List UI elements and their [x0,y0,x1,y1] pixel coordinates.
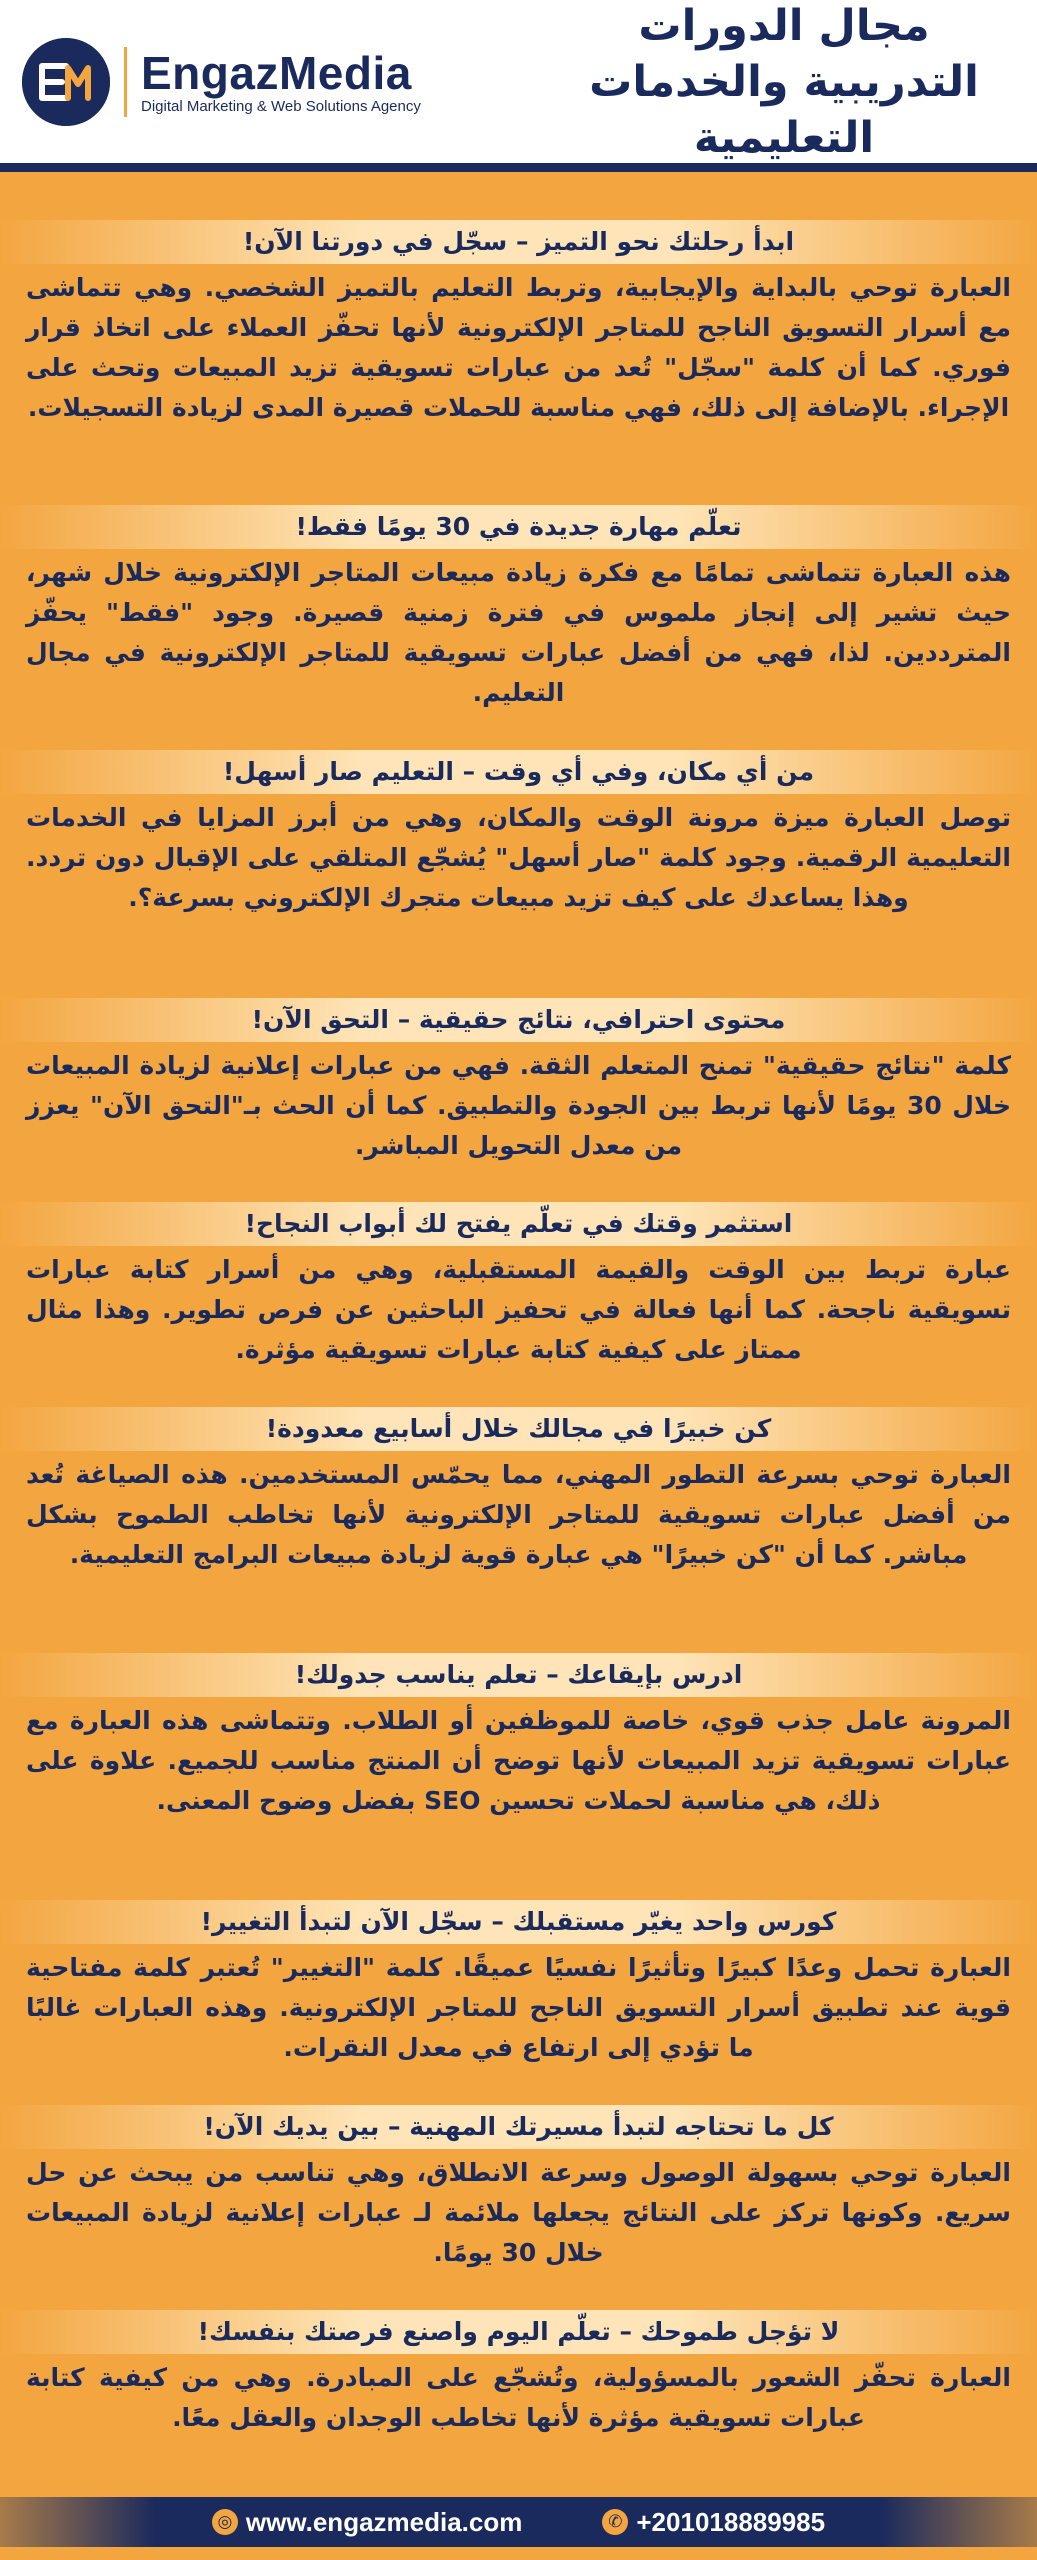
brand-divider [124,47,127,117]
tip-body: كلمة "نتائج حقيقية" تمنح المتعلم الثقة. فهي من عبارات إعلانية لزيادة المبيعات خلال 30 يومًا لأنها تربط بين الجودة والتطبيق. كما أن الحث بـ"التحق الآن" يعزز من معدل التحويل المباشر. [26,1051,1012,1160]
page-title: مجال الدورات التدريبية والخدمات التعليمية [589,0,979,163]
brand-name: EngazMedia [141,46,412,99]
tip-heading: من أي مكان، وفي أي وقت – التعليم صار أسهل! [0,750,1037,794]
tip-heading: محتوى احترافي، نتائج حقيقية – التحق الآن! [0,998,1037,1042]
tip-body: العبارة تحمل وعدًا كبيرًا وتأثيرًا نفسيًا عميقًا. كلمة "التغيير" تُعتبر كلمة مفتاحية قوية عند تطبيق أسرار التسويق الناجح للمتاجر الإلكترونية. وهذه العبارات غالبًا ما تؤدي إلى ارتفاع في معدل النقرات. [26,1953,1011,2062]
page-header [0,0,1037,172]
tip-heading: استثمر وقتك في تعلّم يفتح لك أبواب النجاح! [0,1202,1037,1246]
phone-text: +201018889985 [636,2506,826,2537]
tip-section [0,1653,1037,1821]
contact-footer [0,2497,1037,2547]
brand-tagline: Digital Marketing & Web Solutions Agency [141,97,421,115]
tip-section [0,1407,1037,1575]
website-link[interactable] [212,2507,522,2538]
tip-heading: لا تؤجل طموحك – تعلّم اليوم واصنع فرصتك بنفسك! [0,2310,1037,2354]
tip-body: العبارة توحي بسرعة التطور المهني، مما يحمّس المستخدمين. هذه الصياغة تُعد من أفضل عبارات تسويقية للمتاجر الإلكترونية لأنها تخاطب الطموح بشكل مباشر. كما أن "كن خبيرًا" هي عبارة قوية لزيادة مبيعات البرامج التعليمية. [26,1460,1011,1569]
tip-heading: ادرس بإيقاعك – تعلم يناسب جدولك! [0,1653,1037,1697]
tip-section [0,1900,1037,2068]
tip-section [0,1202,1037,1370]
tip-heading: كن خبيرًا في مجالك خلال أسابيع معدودة! [0,1407,1037,1451]
tip-heading: كورس واحد يغيّر مستقبلك – سجّل الآن لتبدأ التغيير! [0,1900,1037,1944]
brand-logo[interactable] [22,38,421,126]
tip-body: العبارة تحفّز الشعور بالمسؤولية، وتُشجّع على المبادرة. وهي من كيفية كتابة عبارات تسويقية مؤثرة لأنها تخاطب الوجدان والعقل معًا. [26,2363,1011,2432]
tip-body: العبارة توحي بالبداية والإيجابية، وتربط التعليم بالتميز الشخصي. وهي تتماشى مع أسرار التسويق الناجح للمتاجر الإلكترونية لأنها تحفّز العملاء على اتخاذ قرار فوري. كما أن كلمة "سجّل" تُعد من عبارات تسويقية تزيد المبيعات وتحث على الإجراء. بالإضافة إلى ذلك، فهي مناسبة للحملات قصيرة المدى لزيادة التسجيلات. [26,273,1011,422]
brand-text [141,48,421,116]
globe-icon: ◎ [212,2509,238,2535]
tip-body: هذه العبارة تتماشى تمامًا مع فكرة زيادة مبيعات المتاجر الإلكترونية خلال شهر، حيث تشير إلى إنجاز ملموس في فترة زمنية قصيرة. وجود "فقط" يحفّز المترددين. لذا، فهي من أفضل عبارات تسويقية للمتاجر الإلكترونية في مجال التعليم. [26,558,1011,707]
tip-heading: كل ما تحتاجه لتبدأ مسيرتك المهنية – بين يديك الآن! [0,2105,1037,2149]
tip-section [0,2105,1037,2273]
tip-section [0,750,1037,918]
tip-body: المرونة عامل جذب قوي، خاصة للموظفين أو الطلاب. وتتماشى هذه العبارة مع عبارات تسويقية تزيد المبيعات لأنها توضح أن المنتج مناسب للجميع. علاوة على ذلك، هي مناسبة لحملات تحسين SEO بفضل وضوح المعنى. [26,1706,1011,1815]
website-text: www.engazmedia.com [245,2506,523,2537]
tip-section [0,505,1037,713]
engaz-logo-icon [22,38,110,126]
phone-icon: ✆ [602,2509,628,2535]
tip-heading: تعلّم مهارة جديدة في 30 يومًا فقط! [0,505,1037,549]
tip-section [0,2310,1037,2438]
phone-link[interactable] [602,2507,825,2538]
tip-body: العبارة توحي بسهولة الوصول وسرعة الانطلاق، وهي تناسب من يبحث عن حل سريع. وكونها تركز على النتائج يجعلها ملائمة لـ عبارات إعلانية لزيادة المبيعات خلال 30 يومًا. [26,2158,1011,2267]
tip-body: توصل العبارة ميزة مرونة الوقت والمكان، وهي من أبرز المزايا في الخدمات التعليمية الرقمية. وجود كلمة "صار أسهل" يُشجّع المتلقي على الإقبال دون تردد. وهذا يساعدك على كيف تزيد مبيعات متجرك الإلكتروني بسرعة؟. [26,803,1011,912]
tip-heading: ابدأ رحلتك نحو التميز – سجّل في دورتنا الآن! [0,220,1037,264]
tip-section [0,998,1037,1166]
tip-body: عبارة تربط بين الوقت والقيمة المستقبلية، وهي من أسرار كتابة عبارات تسويقية ناجحة. كما أنها فعالة في تحفيز الباحثين عن فرص تطوير. وهذا مثال ممتاز على كيفية كتابة عبارات تسويقية مؤثرة. [26,1255,1011,1364]
tip-section [0,220,1037,428]
